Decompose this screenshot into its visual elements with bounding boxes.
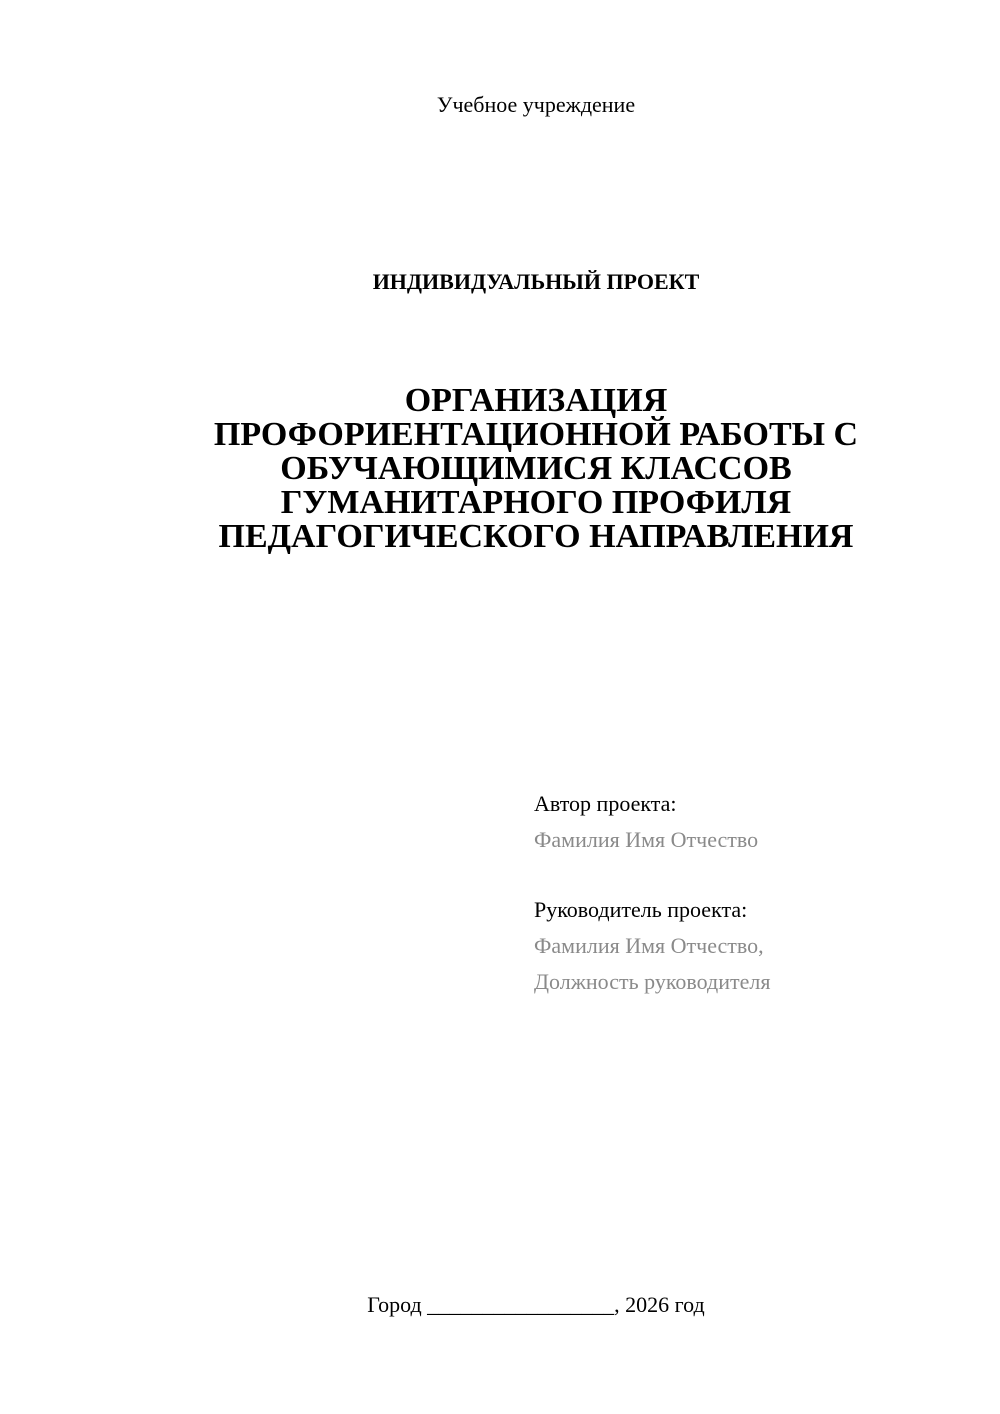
city-year-line: Город _________________, 2026 год	[367, 1292, 705, 1317]
project-title-line: ПРОФОРИЕНТАЦИОННОЙ РАБОТЫ С	[213, 416, 859, 453]
author-label: Автор проекта:	[534, 791, 677, 816]
author-name: Фамилия Имя Отчество	[534, 827, 759, 852]
project-title-line: ГУМАНИТАРНОГО ПРОФИЛЯ	[280, 484, 792, 521]
supervisor-name: Фамилия Имя Отчество,	[534, 933, 764, 958]
document-type: ИНДИВИДУАЛЬНЫЙ ПРОЕКТ	[372, 269, 700, 294]
project-title-line: ОБУЧАЮЩИМИСЯ КЛАССОВ	[280, 450, 792, 487]
institution-name: Учебное учреждение	[436, 92, 636, 117]
project-title-line: ПЕДАГОГИЧЕСКОГО НАПРАВЛЕНИЯ	[218, 518, 854, 555]
supervisor-label: Руководитель проекта:	[534, 897, 748, 922]
supervisor-position: Должность руководителя	[534, 969, 771, 994]
project-title	[0, 384, 1000, 554]
author-block	[534, 786, 974, 858]
project-title-line: ОРГАНИЗАЦИЯ	[404, 382, 668, 419]
supervisor-block	[534, 892, 974, 1000]
